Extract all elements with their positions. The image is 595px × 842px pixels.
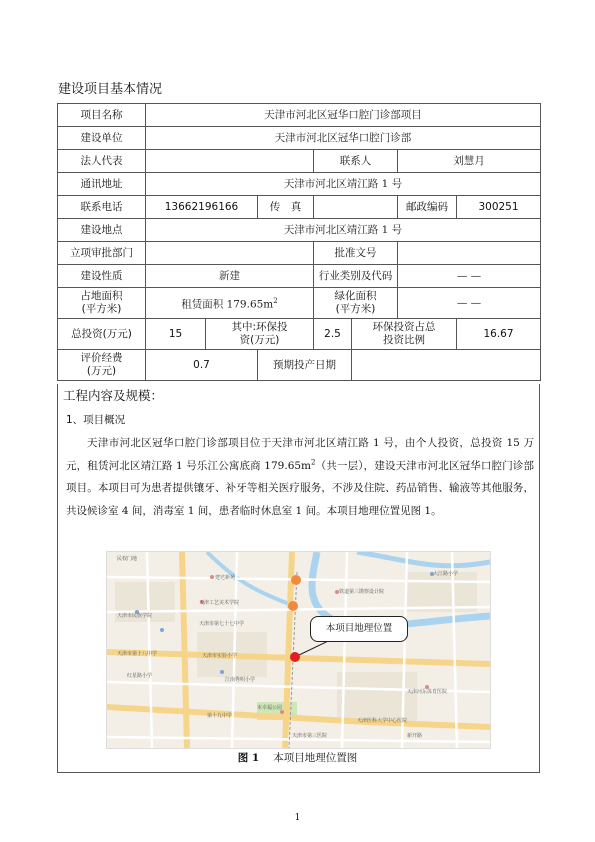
para-part2: （共一层），建设天津市河北区冠华口腔门诊部项目。本项目可为患者提供镶牙、补牙等相关医疗服务，不涉及住院、药品销售、输液等其他服务，共设候诊室 4 间，消毒室 1 间，患者临时休息室 1 间。本项目地理位置见图 1。 [66,459,535,517]
eval-fee-label [58,350,146,381]
industry-label: 行业类别及代码 [314,265,398,288]
area-label [58,288,146,319]
map-label: 大江路小学 [433,571,459,577]
contact-label: 联系人 [314,150,398,173]
area-value-sup: 2 [273,296,278,305]
postcode-label: 邮政编码 [398,196,457,219]
project-name-value: 天津市河北区冠华口腔门诊部项目 [146,104,541,127]
location-map[interactable] [106,551,491,749]
project-name-label: 项目名称 [58,104,146,127]
investment-label: 总投资(万元) [58,319,146,350]
approval-no-value [398,242,541,265]
row-investment [58,319,541,350]
area-label-line2: (平方米) [81,303,122,315]
approval-dept-label: 立项审批部门 [58,242,146,265]
expected-date-label: 预期投产日期 [258,350,352,381]
row-legal-rep [58,150,541,173]
green-value: — — [398,288,541,319]
figure-text: 本项目地理位置图 [273,752,358,764]
address-label: 通讯地址 [58,173,146,196]
map-label: 红星路小学 [127,673,153,679]
env-inv-label [206,319,314,350]
postcode-value: 300251 [457,196,541,219]
row-unit [58,127,541,150]
legal-rep-label: 法人代表 [58,150,146,173]
row-location [58,219,541,242]
phone-label: 联系电话 [58,196,146,219]
page-number: 1 [294,813,301,823]
industry-value: — — [398,265,541,288]
env-inv-label-line1: 其中:环保投 [231,321,288,333]
address-value: 天津市河北区靖江路 1 号 [146,173,541,196]
map-graphics [107,552,490,748]
map-label: 天津市第三医院 [292,733,328,739]
env-ratio-label-line2: 投资比例 [383,334,425,346]
project-info-table [57,103,541,381]
unit-value: 天津市河北区冠华口腔门诊部 [146,127,541,150]
investment-value: 15 [146,319,206,350]
location-label: 建设地点 [58,219,146,242]
map-label: 第十九中学 [207,713,233,719]
map-label: 新开路 [407,733,423,739]
figure-caption [0,750,595,765]
section-heading: 建设项目基本情况 [58,82,163,97]
fax-value [314,196,398,219]
eval-fee-label-line1: 评价经费 [80,352,123,364]
phone-value: 13662196166 [146,196,258,219]
map-label: 天津市实验小学 [202,653,238,659]
green-label-line1: 绿化面积 [334,290,377,302]
figure-number: 图 1 [237,752,260,764]
map-callout: 本项目地理位置 [310,616,408,642]
row-nature [58,265,541,288]
green-label [314,288,398,319]
row-phone [58,196,541,219]
env-ratio-value: 16.67 [457,319,541,350]
map-label: 民权门地 [117,556,138,562]
map-label: 天津市第十八中学 [117,651,158,657]
row-area [58,288,541,319]
fax-label: 传 真 [258,196,314,219]
map-label: 天津河东体育医院 [407,689,448,695]
scope-paragraph [66,432,534,522]
map-label: 天津工艺美术学院 [199,600,240,606]
approval-no-label: 批准文号 [314,242,398,265]
map-label: 江南秀明小学 [225,677,256,683]
unit-label: 建设单位 [58,127,146,150]
map-label: 天津市第七十七中学 [199,621,245,627]
nature-label: 建设性质 [58,265,146,288]
map-label: 建达新苑 [215,575,236,581]
expected-date-value [352,350,541,381]
env-inv-value: 2.5 [314,319,352,350]
scope-title: 工程内容及规模： [63,388,164,403]
map-label: 天津市民族学院 [117,613,153,619]
legal-rep-value [146,150,314,173]
contact-value: 刘慧月 [398,150,541,173]
env-ratio-label [352,319,457,350]
map-label: 铁道第三勘察设计院 [339,589,385,595]
row-approval [58,242,541,265]
nature-value: 新建 [146,265,314,288]
eval-fee-value: 0.7 [146,350,258,381]
row-eval-fee [58,350,541,381]
env-ratio-label-line1: 环保投资占总 [372,321,436,333]
area-value-text: 租赁面积 179.65m [181,298,274,311]
scope-subtitle: 1、项目概况 [66,414,126,426]
para-sup: 2 [311,458,316,466]
approval-dept-value [146,242,314,265]
location-value: 天津市河北区靖江路 1 号 [146,219,541,242]
project-marker [290,652,300,662]
row-address [58,173,541,196]
eval-fee-label-line2: (万元) [86,365,117,377]
area-label-line1: 占地面积 [80,290,123,302]
green-label-line2: (平方米) [335,303,376,315]
env-inv-label-line2: 资(万元) [239,334,280,346]
map-label: 天津医科大学中心医院 [357,718,408,724]
map-label: 本幸福公园 [257,705,283,711]
row-project-name [58,104,541,127]
para-part1: 天津市河北区冠华口腔门诊部项目位于天津市河北区靖江路 1 号，由个人投资，总投资 15 万元，租赁河北区靖江路 1 号乐江公寓底商 179.65m [66,437,534,472]
area-value [146,288,314,319]
